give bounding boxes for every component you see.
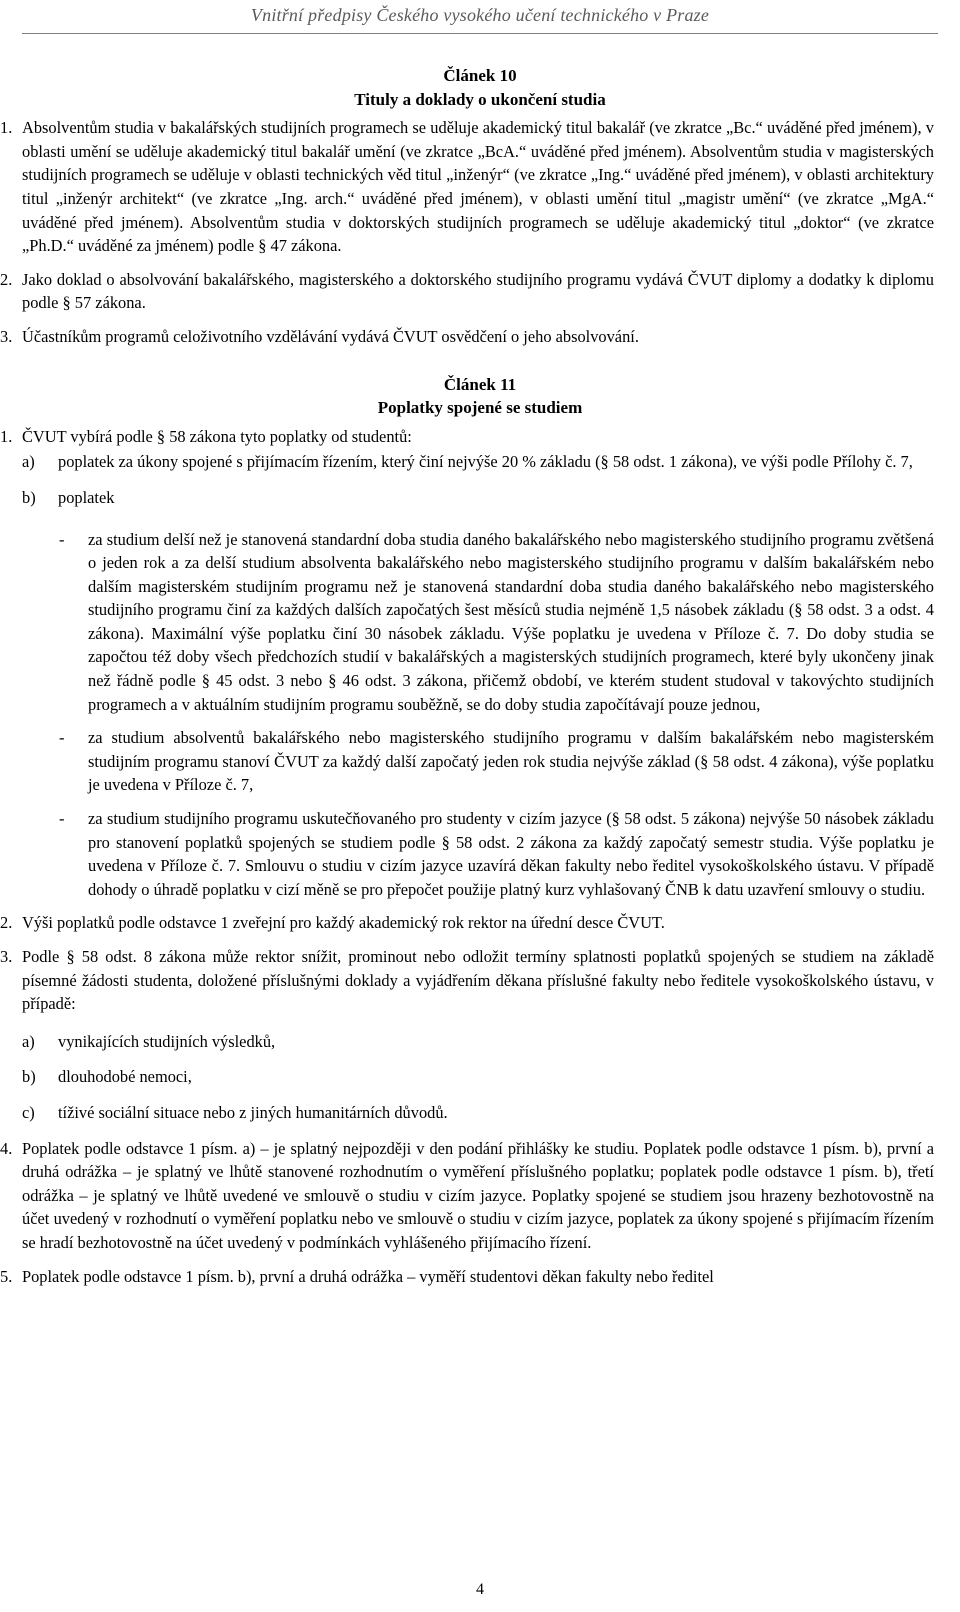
para-text: Výši poplatků podle odstavce 1 zveřejní pro každý akademický rok rektor na úřední desce ČVUT.: [22, 913, 665, 933]
para-text: Účastníkům programů celoživotního vzdělávání vydává ČVUT osvědčení o jeho absolvování.: [22, 326, 639, 346]
article-11-para-1-item-a: [0, 450, 960, 474]
fee-bullet-2: [0, 726, 960, 797]
article-11-para-2: [0, 911, 960, 935]
item-label: a): [22, 1031, 35, 1051]
header-divider: [22, 33, 938, 34]
fee-bullet-1: [0, 528, 960, 717]
article-11-para-3-item-c: [0, 1101, 960, 1125]
bullet-dash: -: [59, 529, 65, 549]
para-text: Absolventům studia v bakalářských studijních programech se uděluje akademický titul bakalář (ve zkratce „Bc.“ uváděné před jménem), v oblasti umění se uděluje akademický titul bakalář umění (ve zkratce „BcA.“ uváděné před jménem). Absolventům studia v magisterských studijních programech se uděluje v oblasti technických věd titul „inženýr“ (ve zkratce „Ing.“ uváděné před jménem), v oblasti architektury titul „inženýr architekt“ (ve zkratce „Ing. arch.“ uváděné před jménem), v oblasti umění titul „magistr umění“ (ve zkratce „MgA.“ uváděné před jménem). Absolventům studia v doktorských studijních programech se uděluje akademický titul „doktor“ (ve zkratce „Ph.D.“ uváděné za jménem) podle § 47 zákona.: [22, 118, 934, 256]
bullet-text: za studium delší než je stanovená standardní doba studia daného bakalářského nebo magisterského studijního programu zvětšená o jeden rok a za delší studium absolventa bakalářského nebo magisterského studijního programu v dalším bakalářském nebo dalším magisterském studijním programu než je stanovená standardní doba studia daného bakalářského nebo magisterského studijního programu činí za každých dalších započatých šest měsíců studia nejméně 1,5 násobek základu (§ 58 odst. 3 a odst. 4 zákona). Maximální výše poplatku činí 30 násobek základu. Výše poplatku je uvedena v Příloze č. 7. Do doby studia se započtou též doby všech předchozích studií v bakalářských a magisterských studijních programech, které byly ukončeny jinak než řádně podle § 45 odst. 3 nebo § 46 odst. 3 zákona, přičemž období, ve kterém student studoval v takovýchto studijních programech a v aktuálním studijním programu souběžně, se do doby studia započítávají pouze jednou,: [88, 529, 934, 714]
item-text: vynikajících studijních výsledků,: [58, 1031, 276, 1051]
bullet-dash: -: [59, 809, 65, 829]
para-number: 1.: [0, 118, 13, 138]
article-11-subtitle: Poplatky spojené se studiem: [377, 398, 583, 418]
article-10-para-3: [0, 325, 960, 349]
item-text: tíživé sociální situace nebo z jiných humanitárních důvodů.: [58, 1102, 448, 1122]
para-text: Jako doklad o absolvování bakalářského, magisterského a doktorského studijního programu vydává ČVUT diplomy a dodatky k diplomu podle § 57 zákona.: [22, 269, 934, 313]
para-number: 2.: [0, 269, 13, 289]
article-10-subtitle: Tituly a doklady o ukončení studia: [354, 89, 606, 109]
document-body: [0, 64, 960, 1298]
article-11-para-3: [0, 945, 960, 1016]
para-text: Poplatek podle odstavce 1 písm. a) – je splatný nejpozději v den podání přihlášky ke studiu. Poplatek podle odstavce 1 písm. b), první a druhá odrážka – je splatný ve lhůtě stanovené rozhodnutím o vyměření příslušného poplatku; poplatek podle odstavce 1 písm. b), třetí odrážka – je splatný ve lhůtě uvedené ve smlouvě o studiu v cizím jazyce. Poplatky spojené se studiem jsou hrazeny bezhotovostně na účet uvedený v rozhodnutí o vyměření poplatku nebo ve smlouvě o studiu v cizím jazyce, poplatek za úkony spojené s přijímacím řízením se hradí bezhotovostně na účet uvedený v podmínkách vyhlášeného přijímacího řízení.: [22, 1138, 934, 1252]
para-text: ČVUT vybírá podle § 58 zákona tyto poplatky od studentů:: [22, 426, 412, 446]
para-number: 3.: [0, 947, 13, 966]
item-text: dlouhodobé nemoci,: [58, 1067, 192, 1087]
fee-bullet-3: [0, 807, 960, 901]
page-header: Vnitřní předpisy Českého vysokého učení technického v Praze: [250, 5, 710, 25]
article-11-title: Článek 11: [443, 374, 517, 394]
article-11-para-1-item-b: [0, 486, 960, 510]
page-number: 4: [476, 1581, 484, 1598]
article-11-para-1: [0, 425, 960, 449]
article-11-para-4: [0, 1137, 960, 1255]
item-label: b): [22, 487, 36, 507]
para-number: 3.: [0, 326, 13, 346]
article-11-para-3-item-a: [0, 1030, 960, 1054]
para-text: Poplatek podle odstavce 1 písm. b), první a druhá odrážka – vyměří studentovi děkan fakulty nebo ředitel: [22, 1266, 714, 1286]
item-label: b): [22, 1067, 36, 1087]
article-10-title: Článek 10: [443, 66, 517, 85]
bullet-dash: -: [59, 728, 65, 748]
para-number: 4.: [0, 1138, 13, 1158]
item-label: a): [22, 452, 35, 472]
article-11-para-5: [0, 1265, 960, 1289]
para-text: Podle § 58 odst. 8 zákona může rektor snížit, prominout nebo odložit termíny splatnosti poplatků spojených se studiem na základě písemné žádosti studenta, doložené příslušnými doklady a vyjádřením děkana příslušné fakulty nebo ředitele vysokoškolského ústavu, v případě:: [22, 947, 934, 1014]
item-text: poplatek: [58, 487, 115, 507]
bullet-text: za studium absolventů bakalářského nebo magisterského studijního programu v dalším bakalářském nebo magisterském studijním programu stanoví ČVUT za každý další započatý jeden rok studia nejvýše základ (§ 58 odst. 4 zákona), výše poplatku je uvedena v Příloze č. 7,: [88, 728, 934, 795]
item-text: poplatek za úkony spojené s přijímacím řízením, který činí nejvýše 20 % základu (§ 58 odst. 1 zákona), ve výši podle Přílohy č. 7,: [58, 452, 913, 472]
para-number: 1.: [0, 426, 13, 446]
bullet-text: za studium studijního programu uskutečňovaného pro studenty v cizím jazyce (§ 58 odst. 5 zákona) nejvýše 50 násobek základu pro stanovení poplatků spojených se studiem podle § 58 odst. 2 zákona za každý započatý semestr studia. Výše poplatku je uvedena v Příloze č. 7. Smlouvu o studiu v cizím jazyce uzavírá děkan fakulty nebo ředitel vysokoškolského ústavu. V případě dohody o úhradě poplatku v cizí měně se pro přepočet použije platný kurz vyhlašovaný ČNB k datu uzavření smlouvy o studiu.: [88, 809, 934, 899]
article-11-para-3-item-b: [0, 1065, 960, 1089]
para-number: 2.: [0, 913, 13, 933]
article-10-para-2: [0, 268, 960, 315]
article-10-para-1: [0, 116, 960, 258]
para-number: 5.: [0, 1266, 13, 1286]
item-label: c): [22, 1102, 35, 1122]
